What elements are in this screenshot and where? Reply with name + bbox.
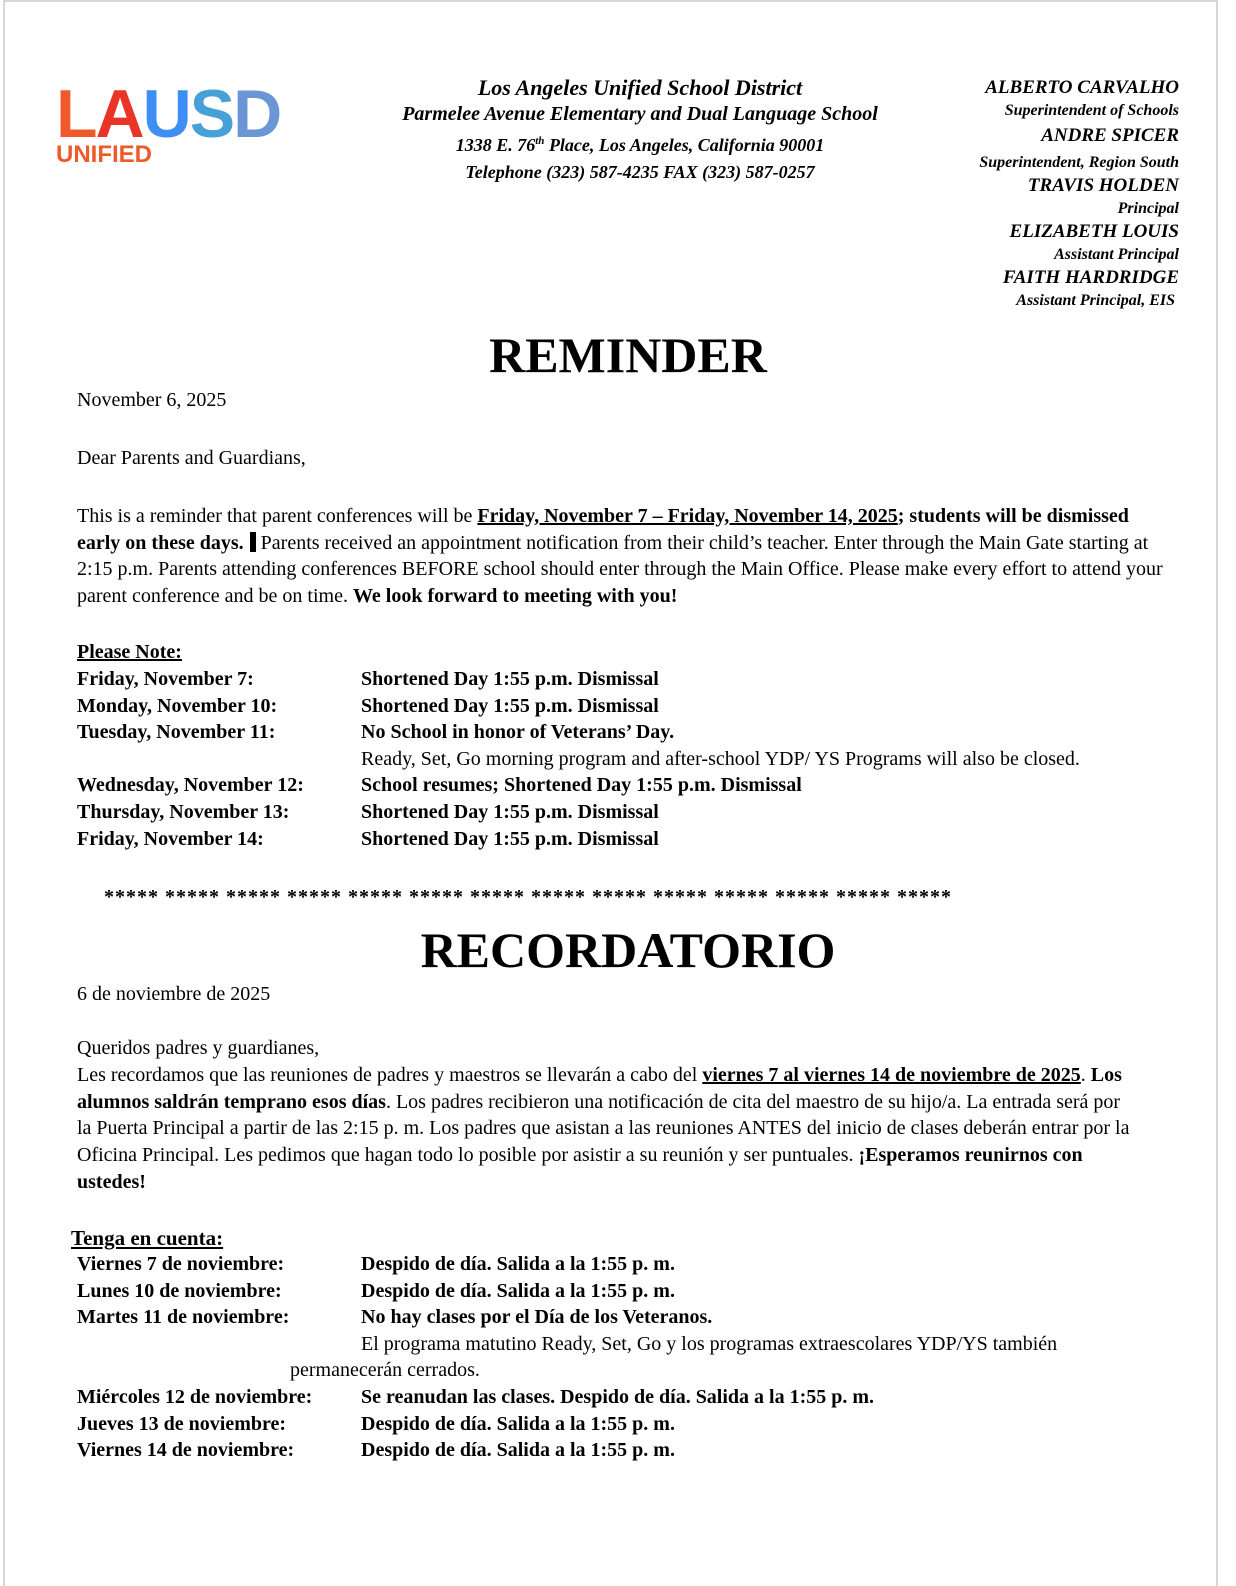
schedule-text: Shortened Day 1:55 p.m. Dismissal xyxy=(361,694,659,717)
school-phone: Telephone (323) 587-4235 FAX (323) 587-0257 xyxy=(465,162,815,182)
school-address: 1338 E. 76th Place, Los Angeles, California 90001 xyxy=(455,135,825,155)
schedule-text: Ready, Set, Go morning program and after-school YDP/ YS Programs will also be closed. xyxy=(361,747,1080,770)
schedule-text: Shortened Day 1:55 p.m. Dismissal xyxy=(361,827,659,850)
schedule-day: Lunes 10 de noviembre: xyxy=(77,1279,282,1302)
schedule-day: Wednesday, November 12: xyxy=(77,774,304,797)
schedule-day: Tuesday, November 11: xyxy=(77,721,276,744)
logo-letter: L xyxy=(56,76,96,152)
staff-name: TRAVIS HOLDEN xyxy=(1027,175,1179,196)
schedule-text: Se reanudan las clases. Despido de día. Salida a la 1:55 p. m. xyxy=(361,1386,875,1408)
schedule-day: Miércoles 12 de noviembre: xyxy=(77,1386,313,1408)
separator: ***** ***** ***** ***** ***** ***** ***** ***** ***** ***** ***** ***** ***** ***** xyxy=(104,886,952,908)
staff-name: FAITH HARDRIDGE xyxy=(1002,267,1179,288)
staff-name: ALBERTO CARVALHO xyxy=(985,77,1179,98)
district-name: Los Angeles Unified School District xyxy=(477,75,803,100)
schedule-text: School resumes; Shortened Day 1:55 p.m. Dismissal xyxy=(361,774,802,797)
letterhead xyxy=(360,74,920,186)
logo-subtitle: UNIFIED xyxy=(56,141,152,168)
letter-date: November 6, 2025 xyxy=(77,389,227,411)
staff-role: Assistant Principal xyxy=(1054,246,1179,263)
schedule-text: Despido de día. Salida a la 1:55 p. m. xyxy=(361,1253,675,1275)
staff-role: Superintendent of Schools xyxy=(1004,102,1179,119)
staff-role: Assistant Principal, EIS xyxy=(1016,292,1175,309)
staff-list xyxy=(979,76,1179,312)
schedule-day: Viernes 7 de noviembre: xyxy=(77,1253,285,1275)
schedule-day: Thursday, November 13: xyxy=(77,801,290,823)
title-reminder: REMINDER xyxy=(489,327,767,383)
schedule-text: permanecerán cerrados. xyxy=(290,1359,480,1382)
staff-role: Principal xyxy=(1117,200,1179,217)
schedule-text: El programa matutino Ready, Set, Go y los programas extraescolares YDP/YS también xyxy=(361,1332,1058,1355)
note-heading-es: Tenga en cuenta: xyxy=(71,1226,224,1250)
schedule-text: No School in honor of Veterans’ Day. xyxy=(361,721,675,744)
schedule-text: No hay clases por el Día de los Veteranos. xyxy=(361,1306,713,1329)
schedule-day: Martes 11 de noviembre: xyxy=(77,1306,290,1329)
schedule-text: Shortened Day 1:55 p.m. Dismissal xyxy=(361,801,659,823)
logo-letter: U xyxy=(142,76,190,152)
greeting-es: Queridos padres y guardianes, xyxy=(77,1037,320,1059)
logo-letter: D xyxy=(233,76,281,152)
schedule-day: Friday, November 14: xyxy=(77,827,264,850)
staff-name: ANDRE SPICER xyxy=(1041,125,1179,146)
schedule-day: Monday, November 10: xyxy=(77,694,278,717)
schedule-text: Despido de día. Salida a la 1:55 p. m. xyxy=(361,1279,675,1302)
schedule-day: Friday, November 7: xyxy=(77,668,254,690)
body-paragraph: This is a reminder that parent conferences will be Friday, November 7 – Friday, November 14, 2025; students will be dismissed early on these days. Parents received an appointment notification from their child’s teacher. Enter through the Main Gate starting at 2:15 p.m. Parents attending conferences BEFORE school should enter through the Main Office. Please make every effort to attend your parent conference and be on time. We look forward to meeting with you! xyxy=(77,505,1163,608)
schedule-text: Despido de día. Salida a la 1:55 p. m. xyxy=(361,1439,675,1462)
lausd-logo xyxy=(56,76,281,168)
greeting: Dear Parents and Guardians, xyxy=(77,447,306,469)
schedule-text: Despido de día. Salida a la 1:55 p. m. xyxy=(361,1412,675,1435)
staff-role: Superintendent, Region South xyxy=(979,154,1179,171)
schedule-text: Shortened Day 1:55 p.m. Dismissal xyxy=(361,668,659,690)
logo-letter: S xyxy=(189,76,234,152)
title-recordatorio: RECORDATORIO xyxy=(420,922,836,978)
logo-letter: A xyxy=(95,76,143,152)
staff-name: ELIZABETH LOUIS xyxy=(1009,221,1179,242)
school-name: Parmelee Avenue Elementary and Dual Language School xyxy=(402,103,878,125)
body-paragraph-es: Les recordamos que las reuniones de padres y maestros se llevarán a cabo del viernes 7 al viernes 14 de noviembre de 2025. Los alumnos saldrán temprano esos días. Los padres recibieron una notificación de cita del maestro de su hijo/a. La entrada será por la Puerta Principal a partir de las 2:15 p. m. Los padres que asistan a las reuniones ANTES del inicio de clases deberán entrar por la Oficina Principal. Les pedimos que hagan todo lo posible por asistir a su reunión y ser puntuales. ¡Esperamos reunirnos con ustedes! xyxy=(77,1064,1130,1193)
schedule-day: Viernes 14 de noviembre: xyxy=(77,1439,295,1462)
letter-date-es: 6 de noviembre de 2025 xyxy=(77,983,271,1005)
schedule-day: Jueves 13 de noviembre: xyxy=(77,1412,287,1435)
note-heading: Please Note: xyxy=(77,641,182,663)
